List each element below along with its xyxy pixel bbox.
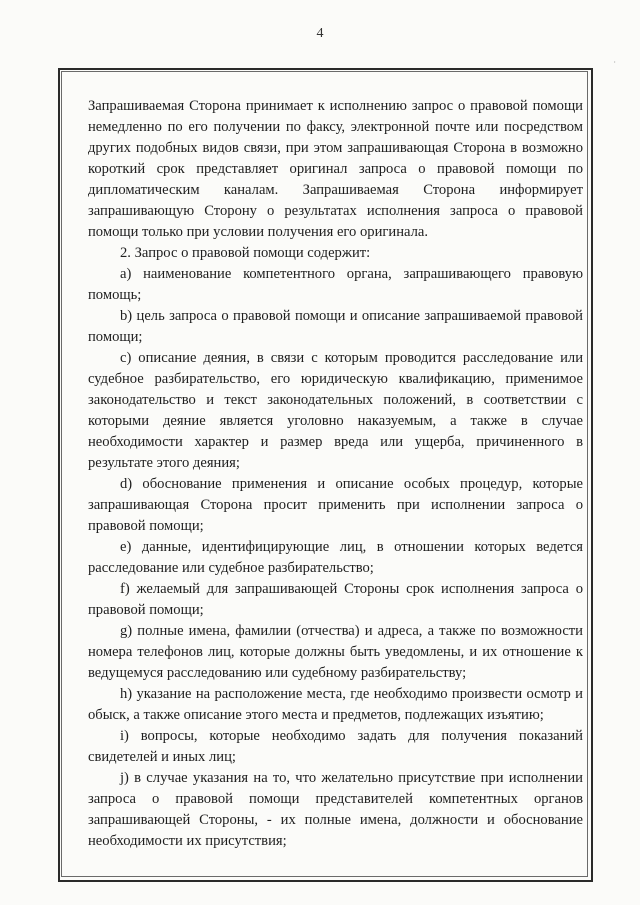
list-item-i: i) вопросы, которые необходимо задать для получения показаний свидетелей и иных лиц; [88, 728, 583, 765]
list-item-f: f) желаемый для запрашивающей Стороны срок исполнения запроса о правовой помощи; [88, 581, 583, 618]
paragraph-section-2: 2. Запрос о правовой помощи содержит: [120, 245, 371, 261]
document-body [88, 96, 583, 852]
list-item-e: e) данные, идентифицирующие лиц, в отношении которых ведется расследование или судебное разбирательство; [88, 539, 583, 576]
scan-speck: · [613, 58, 616, 67]
list-item-g: g) полные имена, фамилии (отчества) и адреса, а также по возможности номера телефонов лиц, которые должны быть уведомлены, и их отношение к ведущемуся расследованию или судебному разбирательству; [88, 623, 583, 681]
list-item-h: h) указание на расположение места, где необходимо произвести осмотр и обыск, а также описание этого места и предметов, подлежащих изъятию; [88, 686, 583, 723]
page-number: 4 [316, 26, 324, 41]
list-item-c: c) описание деяния, в связи с которым проводится расследование или судебное разбирательство, его юридическую квалификацию, применимое законодательство и текст законодательных положений, в соответствии с которыми деяние является уголовно наказуемым, а также в случае необходимости характер и размер вреда или ущерба, причиненного в результате этого деяния; [88, 350, 583, 471]
list-item-a: a) наименование компетентного органа, запрашивающего правовую помощь; [88, 266, 583, 303]
paragraph-intro: Запрашиваемая Сторона принимает к исполнению запрос о правовой помощи немедленно по его получении по факсу, электронной почте или посредством других подобных видов связи, при этом запрашивающая Сторона в возможно короткий срок представляет оригинал запроса о правовой помощи по дипломатическим каналам. Запрашиваемая Сторона информирует запрашивающую Сторону о результатах исполнения запроса о правовой помощи только при условии получения его оригинала. [88, 98, 583, 240]
list-item-j: j) в случае указания на то, что желательно присутствие при исполнении запроса о правовой помощи представителей компетентных органов запрашивающей Стороны, - их полные имена, должности и обоснование необходимости их присутствия; [88, 770, 583, 849]
list-item-d: d) обоснование применения и описание особых процедур, которые запрашивающая Сторона просит применить при исполнении запроса о правовой помощи; [88, 476, 583, 534]
list-item-b: b) цель запроса о правовой помощи и описание запрашиваемой правовой помощи; [88, 308, 583, 345]
